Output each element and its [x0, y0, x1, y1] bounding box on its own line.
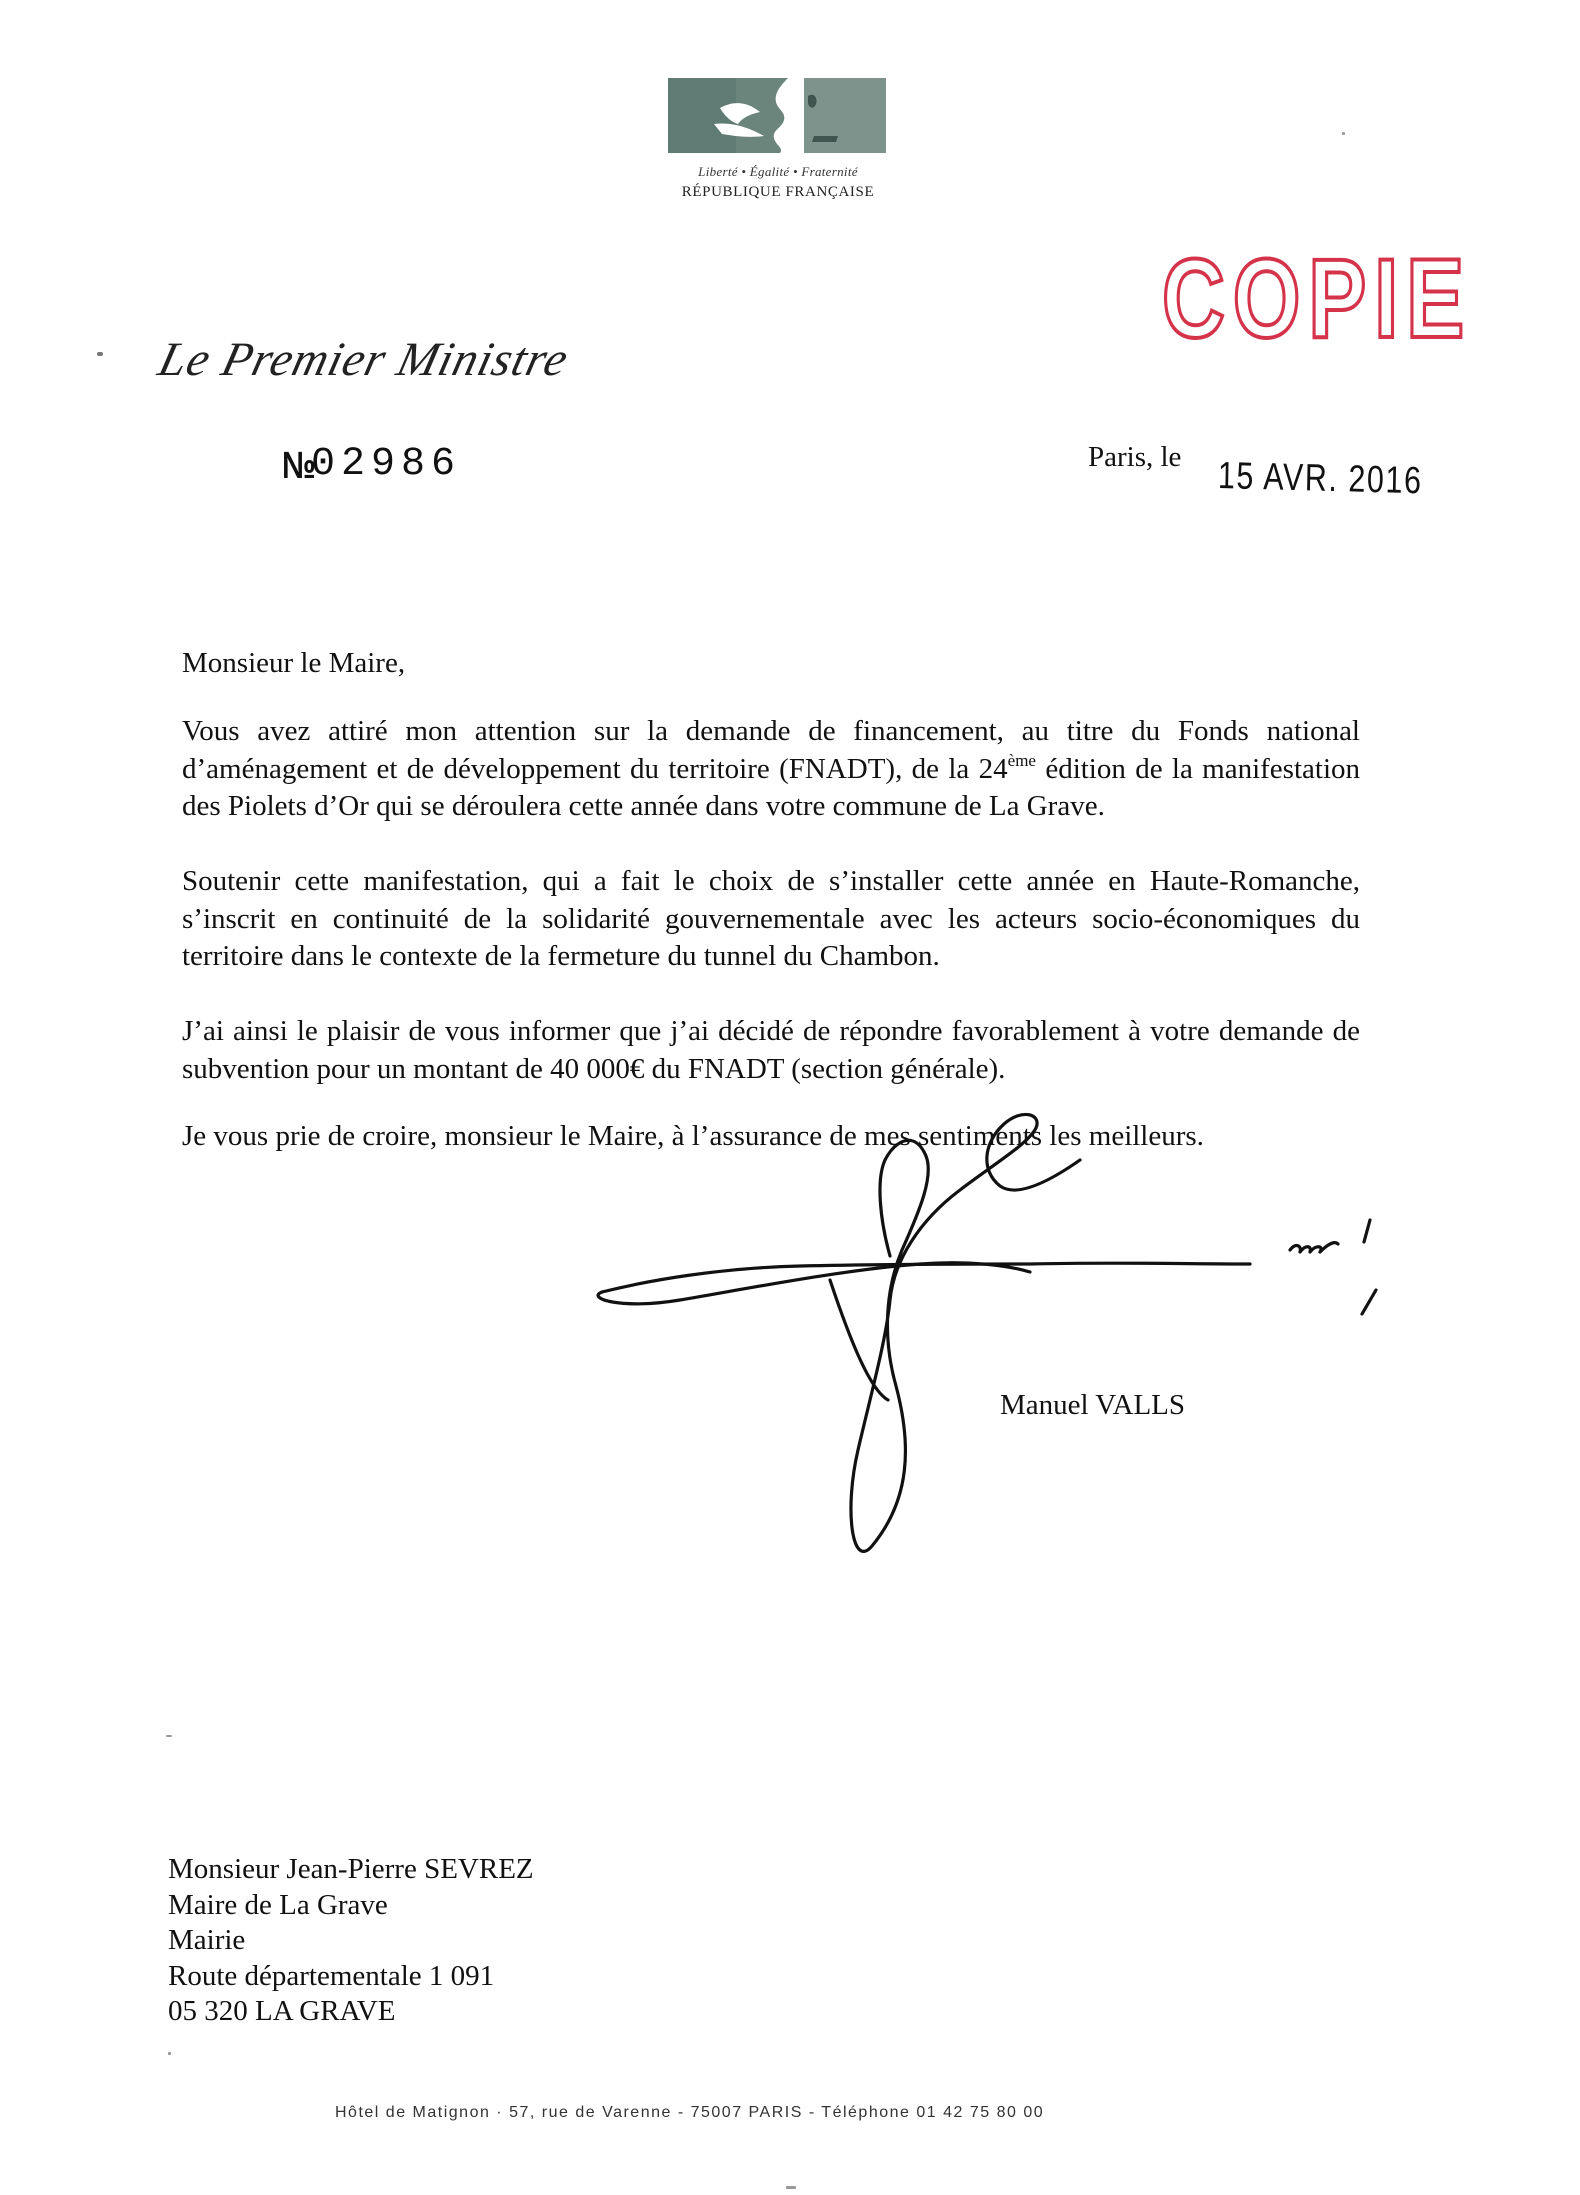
- marianne-flag-icon: [668, 78, 886, 153]
- scan-speck: [786, 2186, 796, 2189]
- recipient-street: Route départementale 1 091: [168, 1959, 495, 1992]
- recipient-title: Maire de La Grave: [168, 1888, 388, 1921]
- reference-number: 02986: [311, 442, 462, 487]
- paragraph-3: J’ai ainsi le plaisir de vous informer que j’ai décidé de répondre favorablement à votre demande de subvention pour un montant de 40 000€ du FNADT (section générale).: [182, 1015, 1360, 1085]
- ordinal-superscript: ème: [1007, 750, 1036, 770]
- paragraph-1-end: édition de la manifestation des Piolets d’Or qui se déroulera cette année dans votre commune de La Grave.: [182, 752, 1361, 822]
- paragraph-1: [182, 713, 1360, 826]
- scan-speck: [168, 2052, 171, 2055]
- paragraph-2: Soutenir cette manifestation, qui a fait le choix de s’installer cette année en Haute-Romanche, s’inscrit en continuité de la solidarité gouvernementale avec les acteurs socio-économiques du territoire dans le contexte de la fermeture du tunnel du Chambon.: [182, 865, 1360, 972]
- footer-address: Hôtel de Matignon · 57, rue de Varenne - 75007 PARIS - Téléphone 01 42 75 80 00: [335, 2104, 1045, 2121]
- copie-stamp: [1158, 236, 1476, 361]
- signatory-name: Manuel VALLS: [1000, 1389, 1186, 1421]
- republic-name: RÉPUBLIQUE FRANÇAISE: [681, 184, 875, 200]
- handwritten-signature: [590, 1100, 1390, 1640]
- margin-mark: [97, 352, 103, 356]
- scan-speck: [1342, 132, 1345, 135]
- paragraph-1-start: Vous avez attiré mon attention sur la demande de financement, au titre du Fonds national d’aménagement et de développement du territoire (FNADT), de la 24: [182, 715, 1360, 785]
- reference-number-prefix: №: [282, 445, 316, 487]
- salutation: Monsieur le Maire,: [182, 647, 406, 679]
- recipient-office: Mairie: [168, 1924, 246, 1956]
- date-stamp: 15 AVR. 2016: [1217, 455, 1423, 503]
- closing-paragraph: Je vous prie de croire, monsieur le Maire, à l’assurance de mes sentiments les meilleurs.: [182, 1120, 1204, 1152]
- date-label: Paris, le: [1088, 441, 1182, 473]
- recipient-address: [168, 1852, 534, 2030]
- recipient-city: 05 320 LA GRAVE: [168, 1995, 396, 2027]
- minister-title: Le Premier Ministre: [153, 333, 574, 386]
- copie-stamp-text: COPIE: [1162, 236, 1472, 361]
- recipient-name: Monsieur Jean-Pierre SEVREZ: [168, 1853, 534, 1885]
- republic-motto: Liberté • Égalité • Fraternité: [698, 164, 858, 179]
- scan-speck: [166, 1735, 172, 1737]
- marianne-logo: [668, 78, 888, 201]
